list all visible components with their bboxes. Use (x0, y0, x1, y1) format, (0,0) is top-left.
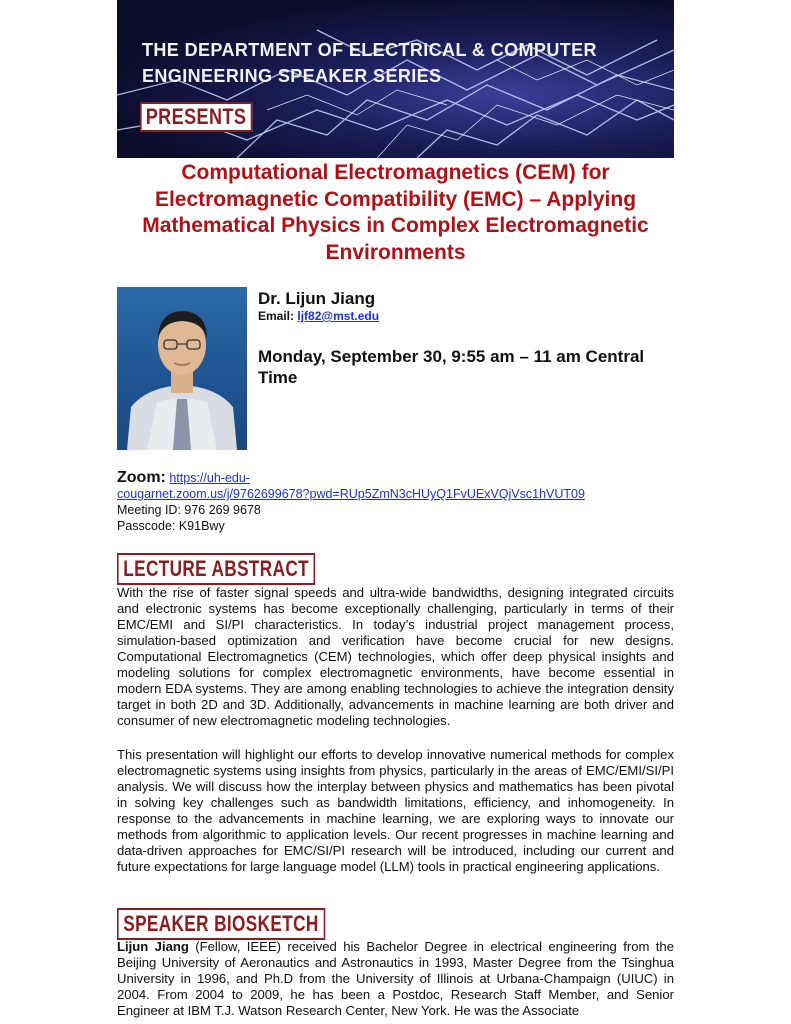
speaker-portrait (117, 287, 247, 450)
bio-name: Lijun Jiang (117, 939, 189, 954)
talk-title: Computational Electromagnetics (CEM) for Electromagnetic Compatibility (EMC) – Applying Mathematical Physics in Complex Electromagnetic Environments (142, 161, 649, 264)
abstract-paragraph-2: This presentation will highlight our efforts to develop innovative numerical methods for complex electromagnetic systems using insights from physics, particularly in the areas of EMC/EMI/SI/PI analysis. We will discuss how the interplay between physics and mathematics has been pivotal in solving key challenges such as bandwidth limitations, efficiency, and inhomogeneity. In response to the advancements in machine learning, we are exploring ways to innovate our methods from algorithmic to application levels. Our recent progresses in machine learning and data-driven approaches for EMC/SI/PI research will be introduced, including our current and future expectations for large language model (LLM) tools in practical engineering applications. (117, 747, 674, 874)
presents-badge: PRESENTS (140, 102, 252, 132)
bio-paragraph (117, 939, 674, 1019)
abstract-heading: LECTURE ABSTRACT (117, 553, 315, 585)
zoom-link-part1[interactable]: https://uh-edu- (169, 471, 250, 485)
abstract-paragraph-1: With the rise of faster signal speeds and ultra-wide bandwidths, designing integrated circuits and electronic systems has become exceptionally challenging, particularly in terms of their EMC/EMI and SI/PI characteristics. In today’s industrial project management process, simulation-based optimization and verification have become crucial for new designs. Computational Electromagnetics (CEM) technologies, which offer deep physical insights and modeling solutions for complex electromagnetic environments, have become essential in modern EDA systems. They are among enabling technologies to achieve the integration density target in both 2D and 3D. Additionally, advancements in machine learning are both driver and consumer of new electromagnetic modeling technologies. (117, 585, 674, 728)
zoom-label: Zoom: (117, 469, 166, 486)
bio-heading: SPEAKER BIOSKETCH (117, 908, 325, 940)
zoom-link-part2[interactable]: cougarnet.zoom.us/j/9762699678?pwd=RUp5ZmN3cHUyQ1FvUExVQjVsc1hVUT09 (117, 487, 585, 501)
speaker-photo (117, 287, 247, 450)
passcode: Passcode: K91Bwy (117, 519, 225, 533)
banner-line-1: THE DEPARTMENT OF ELECTRICAL & COMPUTER (142, 40, 597, 60)
email-label: Email: (258, 309, 295, 323)
bio-text: (Fellow, IEEE) received his Bachelor Degree in electrical engineering from the Beijing University of Aeronautics and Astronautics in 1993, Master Degree from the Tsinghua University in 1996, and Ph.D from the University of Illinois at Urbana-Champaign (UIUC) in 2004. From 2004 to 2009, he has been a Postdoc, Research Staff Member, and Senior Engineer at IBM T.J. Watson Research Center, New York. He was the Associate (117, 939, 674, 1018)
email-line (258, 309, 379, 323)
banner-line-2: ENGINEERING SPEAKER SERIES (142, 66, 442, 86)
banner (117, 0, 674, 158)
event-datetime: Monday, September 30, 9:55 am – 11 am Central Time (258, 347, 645, 387)
speaker-name: Dr. Lijun Jiang (258, 289, 376, 308)
meeting-id: Meeting ID: 976 269 9678 (117, 503, 261, 517)
zoom-info (117, 470, 677, 534)
email-link[interactable]: ljf82@mst.edu (297, 309, 380, 323)
